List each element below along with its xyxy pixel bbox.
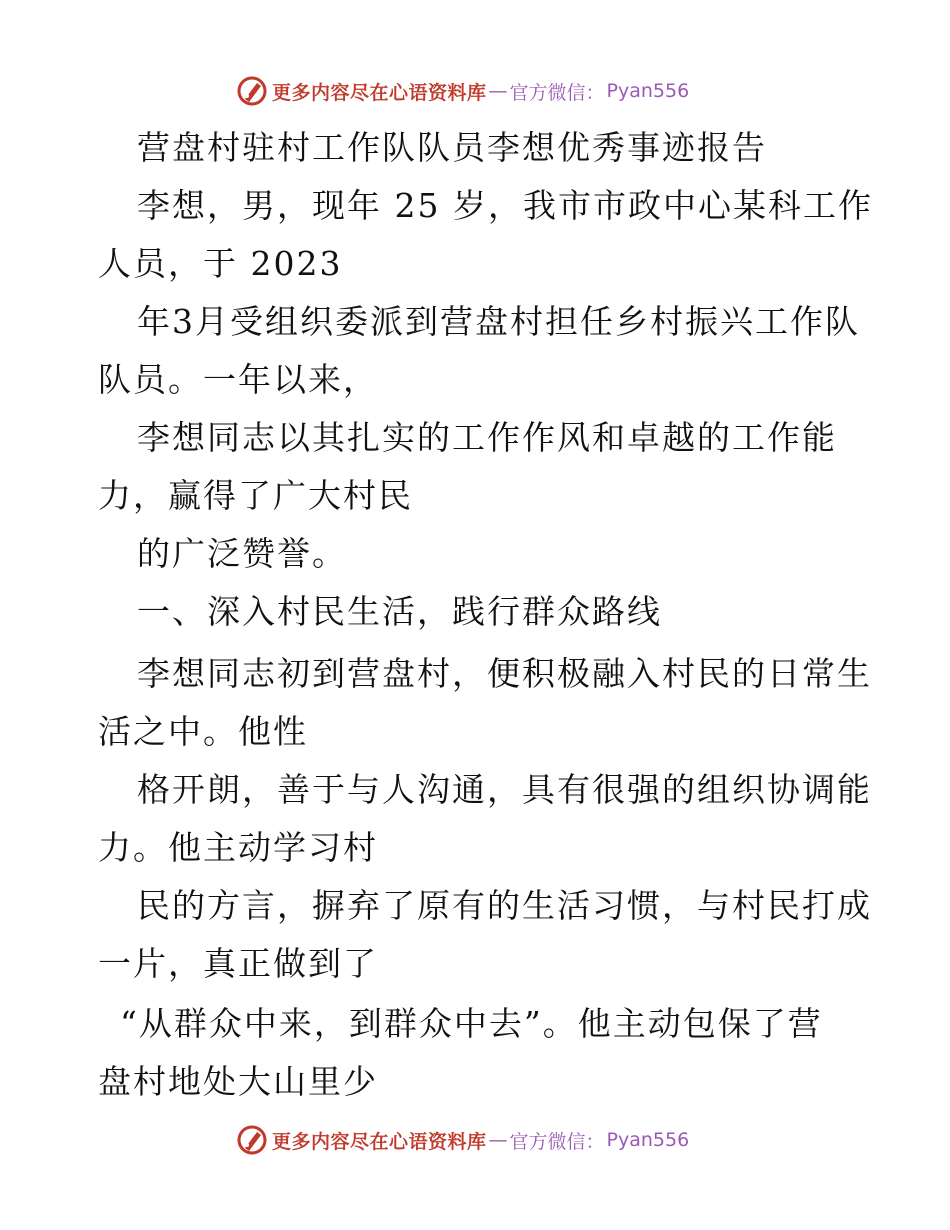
paragraph-line: 活之中。他性 xyxy=(98,712,308,751)
paragraph-line: 年3月受组织委派到营盘村担任乡村振兴工作队 xyxy=(137,302,860,341)
paragraph-line: “从群众中来，到群众中去”。他主动包保了营 xyxy=(120,1004,823,1043)
paragraph-line: 李想，男，现年 25 岁，我市市政中心某科工作 xyxy=(137,186,873,225)
watermark-contact-value: Pyan556 xyxy=(606,1129,690,1151)
paragraph-line: 的广泛赞誉。 xyxy=(137,534,347,573)
watermark-header xyxy=(236,74,689,108)
paragraph-line: 队员。一年以来， xyxy=(98,360,378,399)
paragraph-line: 格开朗，善于与人沟通，具有很强的组织协调能 xyxy=(137,770,872,809)
watermark-brand: 更多内容尽在心语资料库 xyxy=(272,1130,487,1153)
paragraph-line: 一片，真正做到了 xyxy=(98,944,378,983)
watermark-separator: — xyxy=(488,1129,508,1151)
paragraph-line: 盘村地处大山里少 xyxy=(98,1062,378,1101)
document-title: 营盘村驻村工作队队员李想优秀事迹报告 xyxy=(137,128,767,167)
watermark-contact-label: 官方微信： xyxy=(509,1130,605,1153)
paragraph-line: 人员，于 2023 xyxy=(98,244,343,283)
watermark-separator: — xyxy=(488,80,508,102)
paragraph-line: 力。他主动学习村 xyxy=(98,828,378,867)
pen-circle-logo-icon xyxy=(236,75,268,107)
paragraph-line: 民的方言，摒弃了原有的生活习惯，与村民打成 xyxy=(137,886,872,925)
watermark-contact-label: 官方微信： xyxy=(509,81,605,104)
pen-circle-logo-icon xyxy=(236,1124,268,1156)
watermark-contact-value: Pyan556 xyxy=(606,80,690,102)
paragraph-line: 力，赢得了广大村民 xyxy=(98,476,413,515)
section-heading: 一、深入村民生活，践行群众路线 xyxy=(137,592,662,631)
paragraph-line: 李想同志以其扎实的工作作风和卓越的工作能 xyxy=(137,418,837,457)
watermark-footer xyxy=(236,1123,689,1157)
paragraph-line: 李想同志初到营盘村，便积极融入村民的日常生 xyxy=(137,654,872,693)
watermark-brand: 更多内容尽在心语资料库 xyxy=(272,81,487,104)
